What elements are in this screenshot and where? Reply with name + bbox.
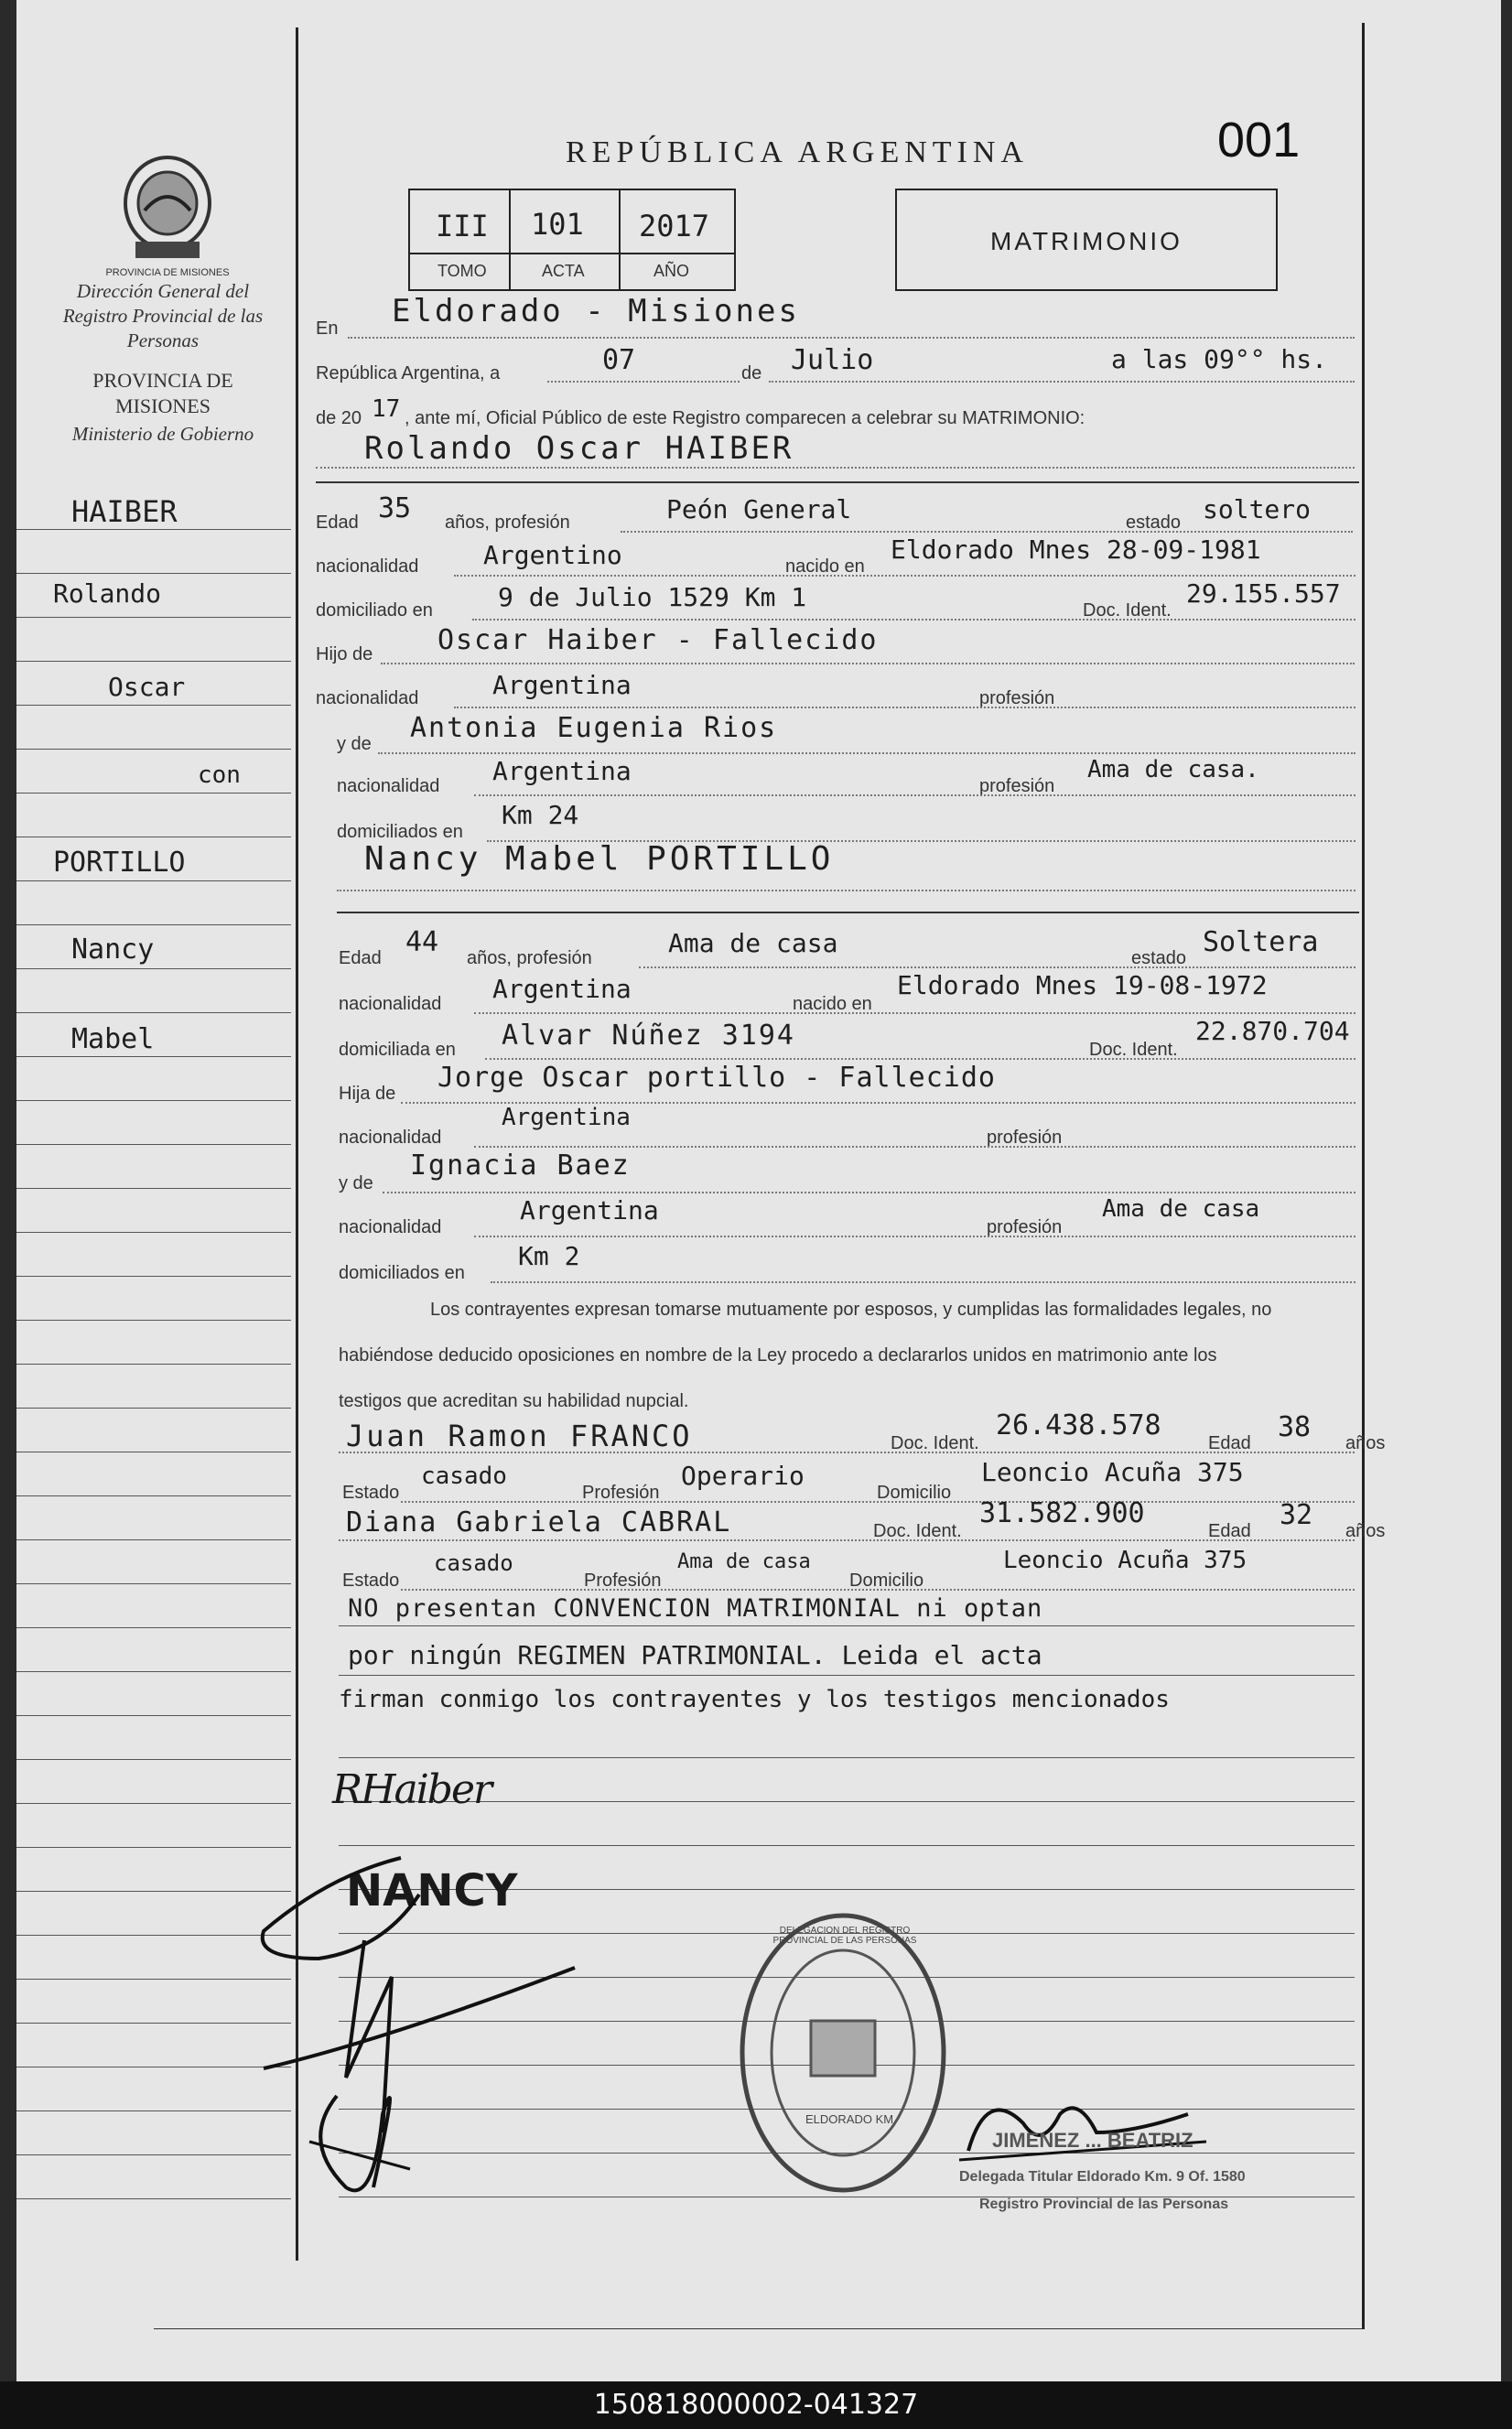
ministry-name: Ministerio de Gobierno xyxy=(71,423,254,445)
sidebar-rule-line xyxy=(16,968,291,969)
acta-label: ACTA xyxy=(542,262,585,280)
bride-estado-label: estado xyxy=(1131,948,1187,968)
witness-2-address: Leoncio Acuña 375 xyxy=(1003,1547,1247,1574)
bride-mother-label: y de xyxy=(339,1173,373,1193)
groom-parents-address-label: domiciliados en xyxy=(337,822,463,842)
sidebar-rule-line xyxy=(16,529,291,530)
tomo-value: III xyxy=(436,209,489,243)
note-line-3: firman conmigo los contrayentes y los testigos mencionados xyxy=(339,1686,1170,1713)
witness-2-profesion-label: Profesión xyxy=(584,1571,662,1591)
groom-profession: Peón General xyxy=(666,494,852,524)
sidebar-rule-line xyxy=(16,1320,291,1321)
groom-mother-label: y de xyxy=(337,734,372,754)
sidebar-rule-line xyxy=(16,1495,291,1496)
groom-nacido-label: nacido en xyxy=(785,556,865,577)
sidebar-rule-line xyxy=(16,1539,291,1540)
marriage-month: Julio xyxy=(791,344,874,376)
official-registry: Registro Provincial de las Personas xyxy=(979,2197,1229,2212)
groom-address: 9 de Julio 1529 Km 1 xyxy=(498,582,807,612)
bride-age: 44 xyxy=(405,926,439,958)
witness-1-name: Juan Ramon FRANCO xyxy=(346,1419,693,1453)
marriage-time: a las 09°° hs. xyxy=(1111,344,1328,374)
year-prefix: de 20 xyxy=(316,408,362,428)
witness-2-edad-label: Edad xyxy=(1208,1521,1251,1541)
sidebar-rule-line xyxy=(16,705,291,706)
groom-mother-prof-label: profesión xyxy=(979,776,1055,796)
declaration-line-3: testigos que acreditan su habilidad nupcial. xyxy=(339,1391,689,1411)
official-title: Delegada Titular Eldorado Km. 9 Of. 1580 xyxy=(959,2169,1246,2185)
main-rule-line xyxy=(339,1757,1355,1758)
sidebar-rule-line xyxy=(16,1671,291,1672)
groom-father-prof-label: profesión xyxy=(979,688,1055,708)
bride-signature: NANCY xyxy=(346,1865,518,1916)
witness-1-address: Leoncio Acuña 375 xyxy=(981,1457,1244,1487)
bride-father-nationality: Argentina xyxy=(502,1104,631,1131)
groom-signature: RHaiber xyxy=(332,1766,491,1813)
sidebar-rule-line xyxy=(16,573,291,574)
sidebar-rule-line xyxy=(16,880,291,881)
groom-parents-address: Km 24 xyxy=(502,800,579,830)
witness-1-domicilio-label: Domicilio xyxy=(877,1483,952,1503)
witness-1-anos-label: años xyxy=(1345,1433,1386,1453)
intro-statement: , ante mí, Oficial Público de este Registro comparecen a celebrar su MATRIMONIO: xyxy=(405,408,1085,428)
groom-civil-status: soltero xyxy=(1203,494,1312,524)
witness-2-profession: Ama de casa xyxy=(677,1550,811,1573)
groom-father-nat-label: nacionalidad xyxy=(316,688,419,708)
groom-father-nationality: Argentina xyxy=(492,670,632,700)
marriage-year: 17 xyxy=(372,395,401,423)
note-line-1: NO presentan CONVENCION MATRIMONIAL ni optan xyxy=(348,1594,1043,1623)
province-name: PROVINCIA DE MISIONES xyxy=(92,369,233,417)
bride-doc-label: Doc. Ident. xyxy=(1089,1040,1178,1060)
sidebar-rule-line xyxy=(16,1188,291,1189)
bride-profession: Ama de casa xyxy=(668,928,838,958)
marriage-day: 07 xyxy=(602,344,636,376)
sidebar-name-surname: HAIBER xyxy=(71,494,178,529)
marriage-place: Eldorado - Misiones xyxy=(392,293,800,329)
bride-edad-label: Edad xyxy=(339,948,382,968)
bride-civil-status: Soltera xyxy=(1203,926,1319,958)
bride-nationality: Argentina xyxy=(492,974,632,1004)
sidebar-rule-line xyxy=(16,1144,291,1145)
groom-nacionalidad-label: nacionalidad xyxy=(316,556,419,577)
act-type: MATRIMONIO xyxy=(990,227,1183,255)
groom-mother-nationality: Argentina xyxy=(492,756,632,786)
right-border xyxy=(1362,23,1365,2329)
declaration-line-2: habiéndose deducido oposiciones en nombre de la Ley procedo a declararlos unidos en matrimonio ante los xyxy=(339,1345,1217,1366)
witness-1-profesion-label: Profesión xyxy=(582,1483,660,1503)
document-code: 150818000002-041327 xyxy=(0,2381,1512,2429)
sidebar-rule-line xyxy=(16,1056,291,1057)
witness-1-age: 38 xyxy=(1278,1411,1312,1443)
main-rule-line xyxy=(339,1801,1355,1802)
sidebar-rule-line xyxy=(16,617,291,618)
witness-1-doc: 26.438.578 xyxy=(996,1409,1161,1441)
witness-1-profession: Operario xyxy=(681,1461,805,1491)
sidebar-rule-line xyxy=(16,1232,291,1233)
bride-birth: Eldorado Mnes 19-08-1972 xyxy=(897,970,1268,1000)
bride-parents-address: Km 2 xyxy=(518,1241,580,1271)
groom-father: Oscar Haiber - Fallecido xyxy=(437,624,879,656)
ano-value: 2017 xyxy=(639,209,710,243)
groom-profesion-label: años, profesión xyxy=(445,513,570,533)
official-signature-icon xyxy=(950,2078,1225,2178)
groom-age: 35 xyxy=(378,492,412,524)
stamp-ring-text: DELEGACION DEL REGISTRO PROVINCIAL DE LAS PERSONAS xyxy=(772,1926,917,1946)
sidebar-name-first: Rolando xyxy=(53,578,162,609)
agency-name: Dirección General del Registro Provincial de las Personas xyxy=(62,280,264,351)
bride-mother-nat-label: nacionalidad xyxy=(339,1217,442,1237)
groom-birth: Eldorado Mnes 28-09-1981 xyxy=(891,534,1261,565)
bride-father-prof-label: profesión xyxy=(987,1128,1063,1148)
act-number: 001 xyxy=(1217,113,1301,167)
witness-1-estado-label: Estado xyxy=(342,1483,400,1503)
bride-parents-address-label: domiciliados en xyxy=(339,1263,465,1283)
stamp-center-text: ELDORADO KM xyxy=(805,2112,894,2126)
bride-mother-profession: Ama de casa xyxy=(1102,1195,1260,1223)
bride-hija-label: Hija de xyxy=(339,1084,396,1104)
witness-2-age: 32 xyxy=(1280,1499,1313,1531)
groom-doc: 29.155.557 xyxy=(1186,578,1341,609)
groom-mother-nat-label: nacionalidad xyxy=(337,776,440,796)
sidebar-rule-line xyxy=(16,1627,291,1628)
sidebar-name-second: Oscar xyxy=(108,672,186,702)
groom-edad-label: Edad xyxy=(316,513,359,533)
sidebar-rule-line xyxy=(16,661,291,662)
witness-2-domicilio-label: Domicilio xyxy=(849,1571,924,1591)
sidebar-rule-line xyxy=(16,1276,291,1277)
witness-2-anos-label: años xyxy=(1345,1521,1386,1541)
bride-nacido-label: nacido en xyxy=(793,994,872,1014)
sidebar-rule-line xyxy=(16,1012,291,1013)
witness-1-doc-label: Doc. Ident. xyxy=(891,1433,979,1453)
note-line-2: por ningún REGIMEN PATRIMONIAL. Leida el acta xyxy=(348,1640,1042,1670)
sidebar-rule-line xyxy=(16,1364,291,1365)
de-label: de xyxy=(741,363,762,383)
bride-domiciliada-label: domiciliada en xyxy=(339,1040,456,1060)
witness-signatures-icon xyxy=(245,1840,611,2224)
groom-name: Rolando Oscar HAIBER xyxy=(364,430,794,467)
declaration-line-1: Los contrayentes expresan tomarse mutuamente por esposos, y cumplidas las formalidades legales, no xyxy=(430,1300,1272,1320)
tomo-label: TOMO xyxy=(437,262,487,280)
groom-estado-label: estado xyxy=(1126,513,1182,533)
certificate-page xyxy=(16,0,1501,2381)
witness-2-status: casado xyxy=(434,1550,513,1576)
sidebar-name-bride-first: Nancy xyxy=(71,934,155,966)
bride-profesion-label: años, profesión xyxy=(467,948,592,968)
sidebar-name-con: con xyxy=(198,761,241,789)
groom-hijo-label: Hijo de xyxy=(316,644,373,664)
emblem-text: PROVINCIA DE MISIONES xyxy=(105,267,230,278)
witness-2-doc-label: Doc. Ident. xyxy=(873,1521,962,1541)
sidebar-rule-line xyxy=(16,1715,291,1716)
official-name: JIMENEZ ... BEATRIZ xyxy=(992,2129,1193,2152)
bride-mother: Ignacia Baez xyxy=(410,1150,631,1182)
sidebar-rule-line xyxy=(16,924,291,925)
sidebar-rule-line xyxy=(16,1408,291,1409)
bride-doc: 22.870.704 xyxy=(1195,1016,1350,1046)
acta-value: 101 xyxy=(531,207,584,242)
bride-nacionalidad-label: nacionalidad xyxy=(339,994,442,1014)
bride-name: Nancy Mabel PORTILLO xyxy=(364,840,835,878)
witness-2-estado-label: Estado xyxy=(342,1571,400,1591)
sidebar-rule-line xyxy=(16,1803,291,1804)
witness-2-doc: 31.582.900 xyxy=(979,1497,1145,1529)
witness-1-status: casado xyxy=(421,1463,507,1490)
en-label: En xyxy=(316,318,339,339)
bride-father: Jorge Oscar portillo - Fallecido xyxy=(437,1062,996,1094)
groom-mother: Antonia Eugenia Rios xyxy=(410,712,778,744)
sidebar-rule-line xyxy=(16,1759,291,1760)
witness-2-name: Diana Gabriela CABRAL xyxy=(346,1506,732,1538)
bride-father-nat-label: nacionalidad xyxy=(339,1128,442,1148)
sidebar-rule-line xyxy=(16,1583,291,1584)
groom-nationality: Argentino xyxy=(483,540,622,570)
groom-domiciliado-label: domiciliado en xyxy=(316,600,433,621)
ano-label: AÑO xyxy=(653,262,690,280)
groom-mother-profession: Ama de casa. xyxy=(1087,756,1259,783)
country-title: REPÚBLICA ARGENTINA xyxy=(566,135,1029,169)
registry-stamp-icon xyxy=(729,1902,957,2204)
groom-doc-label: Doc. Ident. xyxy=(1083,600,1172,621)
sidebar-rule-line xyxy=(16,1100,291,1101)
bride-mother-prof-label: profesión xyxy=(987,1217,1063,1237)
sidebar-name-bride-second: Mabel xyxy=(71,1023,155,1055)
republica-label: República Argentina, a xyxy=(316,363,501,383)
witness-1-edad-label: Edad xyxy=(1208,1433,1251,1453)
sidebar-rule-line xyxy=(16,749,291,750)
province-emblem-icon xyxy=(108,146,227,265)
bride-mother-nationality: Argentina xyxy=(520,1195,659,1225)
bride-address: Alvar Núñez 3194 xyxy=(502,1020,795,1052)
sidebar-name-bride-surname: PORTILLO xyxy=(53,847,186,879)
